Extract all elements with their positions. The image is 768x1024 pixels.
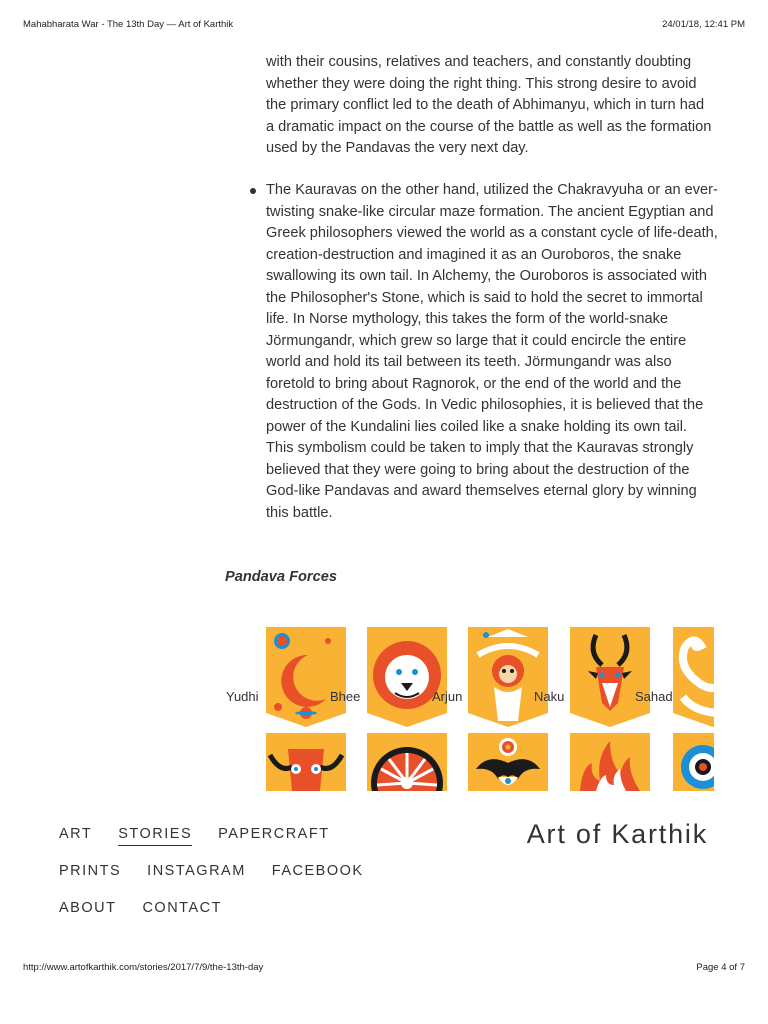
fire-tile[interactable] xyxy=(570,733,650,791)
nav-link-art[interactable]: ART xyxy=(59,826,93,842)
eagle-tile[interactable] xyxy=(468,733,548,791)
nakula-antelope-tile[interactable] xyxy=(570,627,650,727)
bullet-followup-text: This symbolism could be taken to imply that the Kauravas strongly believed that they were going to bring about the destruction of the God-like Pandavas and award themselves eternal glory by winning this battle. xyxy=(266,440,697,521)
print-header xyxy=(23,19,745,30)
nav-link-instagram[interactable]: INSTAGRAM xyxy=(147,863,246,879)
bull-tile[interactable] xyxy=(266,733,346,791)
lotus-tile[interactable] xyxy=(673,733,714,791)
sahadeva-swan-tile[interactable] xyxy=(673,627,714,727)
nav-link-facebook[interactable]: FACEBOOK xyxy=(271,863,364,879)
bullet-icon xyxy=(250,188,256,194)
gallery-label-bhee: Bhee xyxy=(330,689,361,704)
brand-logo[interactable]: Art of Karthik xyxy=(526,819,708,849)
nav-link-papercraft[interactable]: PAPERCRAFT xyxy=(218,826,330,842)
yudhi-moon-tile[interactable] xyxy=(266,627,346,727)
gallery-label-sahad: Sahad xyxy=(635,689,673,704)
print-footer xyxy=(23,962,745,973)
print-datetime: 24/01/18, 12:41 PM xyxy=(662,19,745,30)
pandava-gallery[interactable] xyxy=(225,625,714,791)
article-bullet-item xyxy=(266,180,718,524)
bullet-text: The Kauravas on the other hand, utilized the Chakravyuha or an ever-twisting snake-like circular maze formation. The ancient Egyptian and Greek philosophers viewed the world as a constant cycle of life-death, creation-destruction and imagined it as an Ouroboros, the snake swallowing its own tail. In Alchemy, the Ouroboros is associated with the Philosopher's Stone, which is said to hold the secret to immortal life. In Norse mythology, this takes the form of the world-snake Jörmungandr, which grew so large that it could encircle the entire world and hold its tail between its teeth. Jörmungandr was also foretold to bring about Ragnorok, or the end of the world and the destruction of the Gods. In Vedic philosophies, it is believed that the power of the Kundalini lies coiled like a snake holding its own tail. xyxy=(266,182,718,435)
gallery-label-yudhi: Yudhi xyxy=(226,689,259,704)
print-page-number: Page 4 of 7 xyxy=(696,962,745,973)
section-heading-pandava-forces: Pandava Forces xyxy=(225,569,337,585)
wheel-tile[interactable] xyxy=(367,733,447,791)
bheema-lion-tile[interactable] xyxy=(367,627,447,727)
print-title: Mahabharata War - The 13th Day — Art of Karthik xyxy=(23,19,234,30)
nav-link-stories[interactable]: STORIES xyxy=(118,826,192,846)
footer-navigation xyxy=(59,826,364,937)
nav-link-about[interactable]: ABOUT xyxy=(59,900,117,916)
gallery-label-arjun: Arjun xyxy=(432,689,463,704)
gallery-label-naku: Naku xyxy=(534,689,565,704)
article-paragraph-continued: with their cousins, relatives and teachers, and constantly doubting whether they were doing the right thing. This strong desire to avoid the primary conflict led to the death of Abhimanyu, which in turn had a dramatic impact on the course of the battle as well as the formation used by the Pandavas the very next day. xyxy=(266,54,712,156)
nav-link-prints[interactable]: PRINTS xyxy=(59,863,122,879)
nav-link-contact[interactable]: CONTACT xyxy=(142,900,222,916)
arjuna-monkey-tile[interactable] xyxy=(468,627,548,727)
print-url: http://www.artofkarthik.com/stories/2017/7/9/the-13th-day xyxy=(23,962,264,973)
